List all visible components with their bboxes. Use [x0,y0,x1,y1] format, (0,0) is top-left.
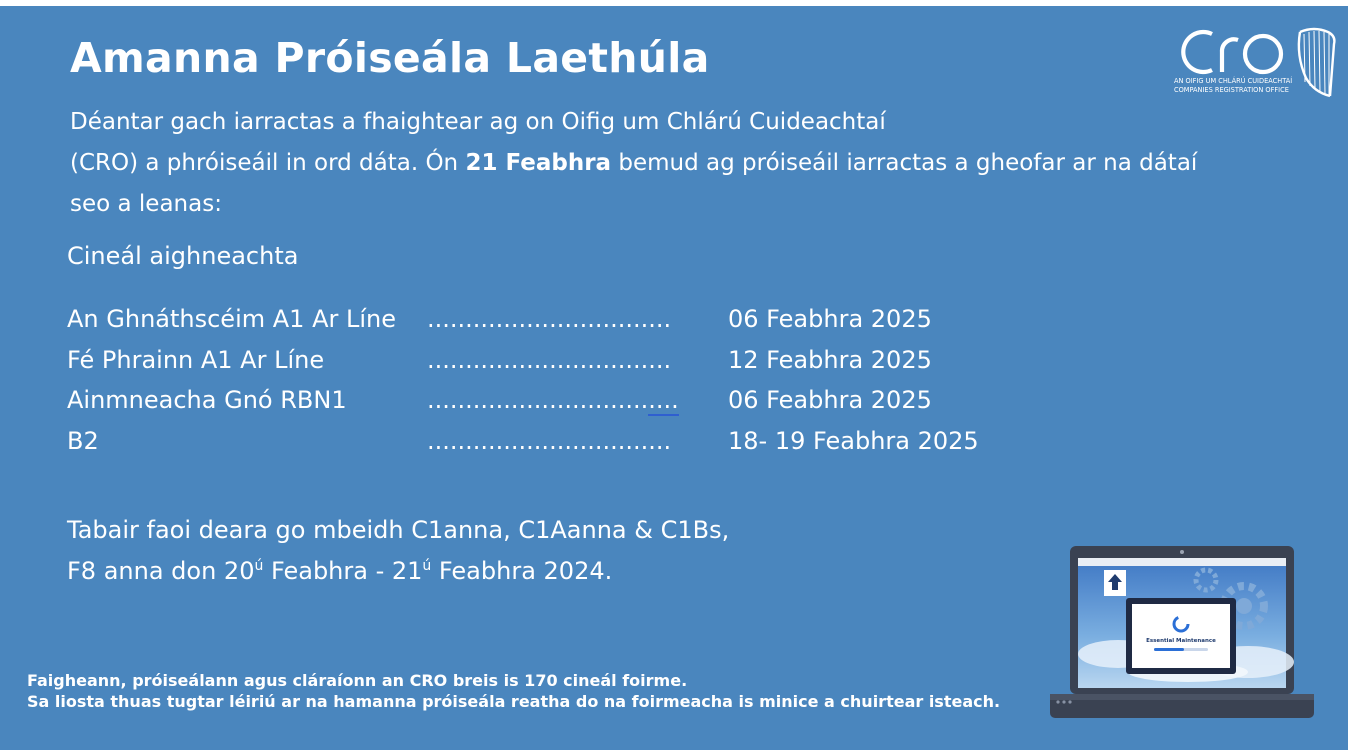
cro-logo [1172,26,1337,102]
submission-type: B2 [67,426,99,455]
note-line-1: Tabair faoi deara go mbeidh C1anna, C1Aanna & C1Bs, [67,516,730,544]
intro-paragraph [70,102,1250,225]
processing-date: 18- 19 Feabhra 2025 [728,426,979,455]
note-line-2-a: F8 anna don 20 [67,557,255,585]
leader-dots-b: .... [648,386,679,414]
leader-dots: ................................ [427,305,672,333]
note-line-2-c: Feabhra 2024. [431,557,613,585]
intro-date-highlight: 21 Feabhra [465,150,612,176]
note-line-2 [67,551,729,592]
laptop-maintenance-illustration [1048,544,1316,722]
leader-dots [427,386,679,414]
ordinal-suffix: ú [254,558,264,574]
note-paragraph [67,510,729,592]
harp-icon [1292,26,1338,100]
submission-type-heading: Cineál aighneachta [67,242,299,270]
intro-line-1: Déantar gach iarractas a fhaightear ag on Oifig um Chlárú Cuideachtaí [70,109,886,135]
submission-type: Fé Phrainn A1 Ar Líne [67,345,325,374]
note-line-2-b: Feabhra - 21 [263,557,423,585]
leader-dots: ................................ [427,426,672,455]
logo-irish-name: AN OIFIG UM CHLÁRÚ CUIDEACHTAÍ [1174,77,1293,85]
cro-wordmark [1172,26,1287,78]
intro-line-2 [70,143,1250,184]
footer-line-2: Sa liosta thuas tugtar léiriú ar na hamanna próiseála reatha do na foirmeacha is minice a chuirtear isteach. [27,692,1001,711]
processing-date: 06 Feabhra 2025 [728,305,932,333]
footer-note [27,670,1000,712]
leader-dots: ................................ [427,345,672,374]
logo-english-name: COMPANIES REGISTRATION OFFICE [1174,86,1289,94]
processing-date: 12 Feabhra 2025 [728,345,932,374]
processing-date: 06 Feabhra 2025 [728,386,932,414]
leader-dots-a: ............................. [427,386,649,414]
maintenance-label: Essential Maintenance [1146,638,1216,644]
slide [0,6,1348,750]
submission-type: An Ghnáthscéim A1 Ar Líne [67,305,396,333]
intro-line-2-end: bemud ag próiseáil iarractas a gheofar ar na dátaí [611,150,1198,176]
intro-line-3: seo a leanas: [70,191,222,217]
page-title: Amanna Próiseála Laethúla [70,34,710,82]
submission-type: Ainmneacha Gnó RBN1 [67,386,347,414]
footer-line-1: Faigheann, próiseálann agus cláraíonn an CRO breis is 170 cineál foirme. [27,671,688,690]
ordinal-suffix: ú [422,558,432,574]
intro-line-2-start: (CRO) a phróiseáil in ord dáta. Ón [70,150,466,176]
